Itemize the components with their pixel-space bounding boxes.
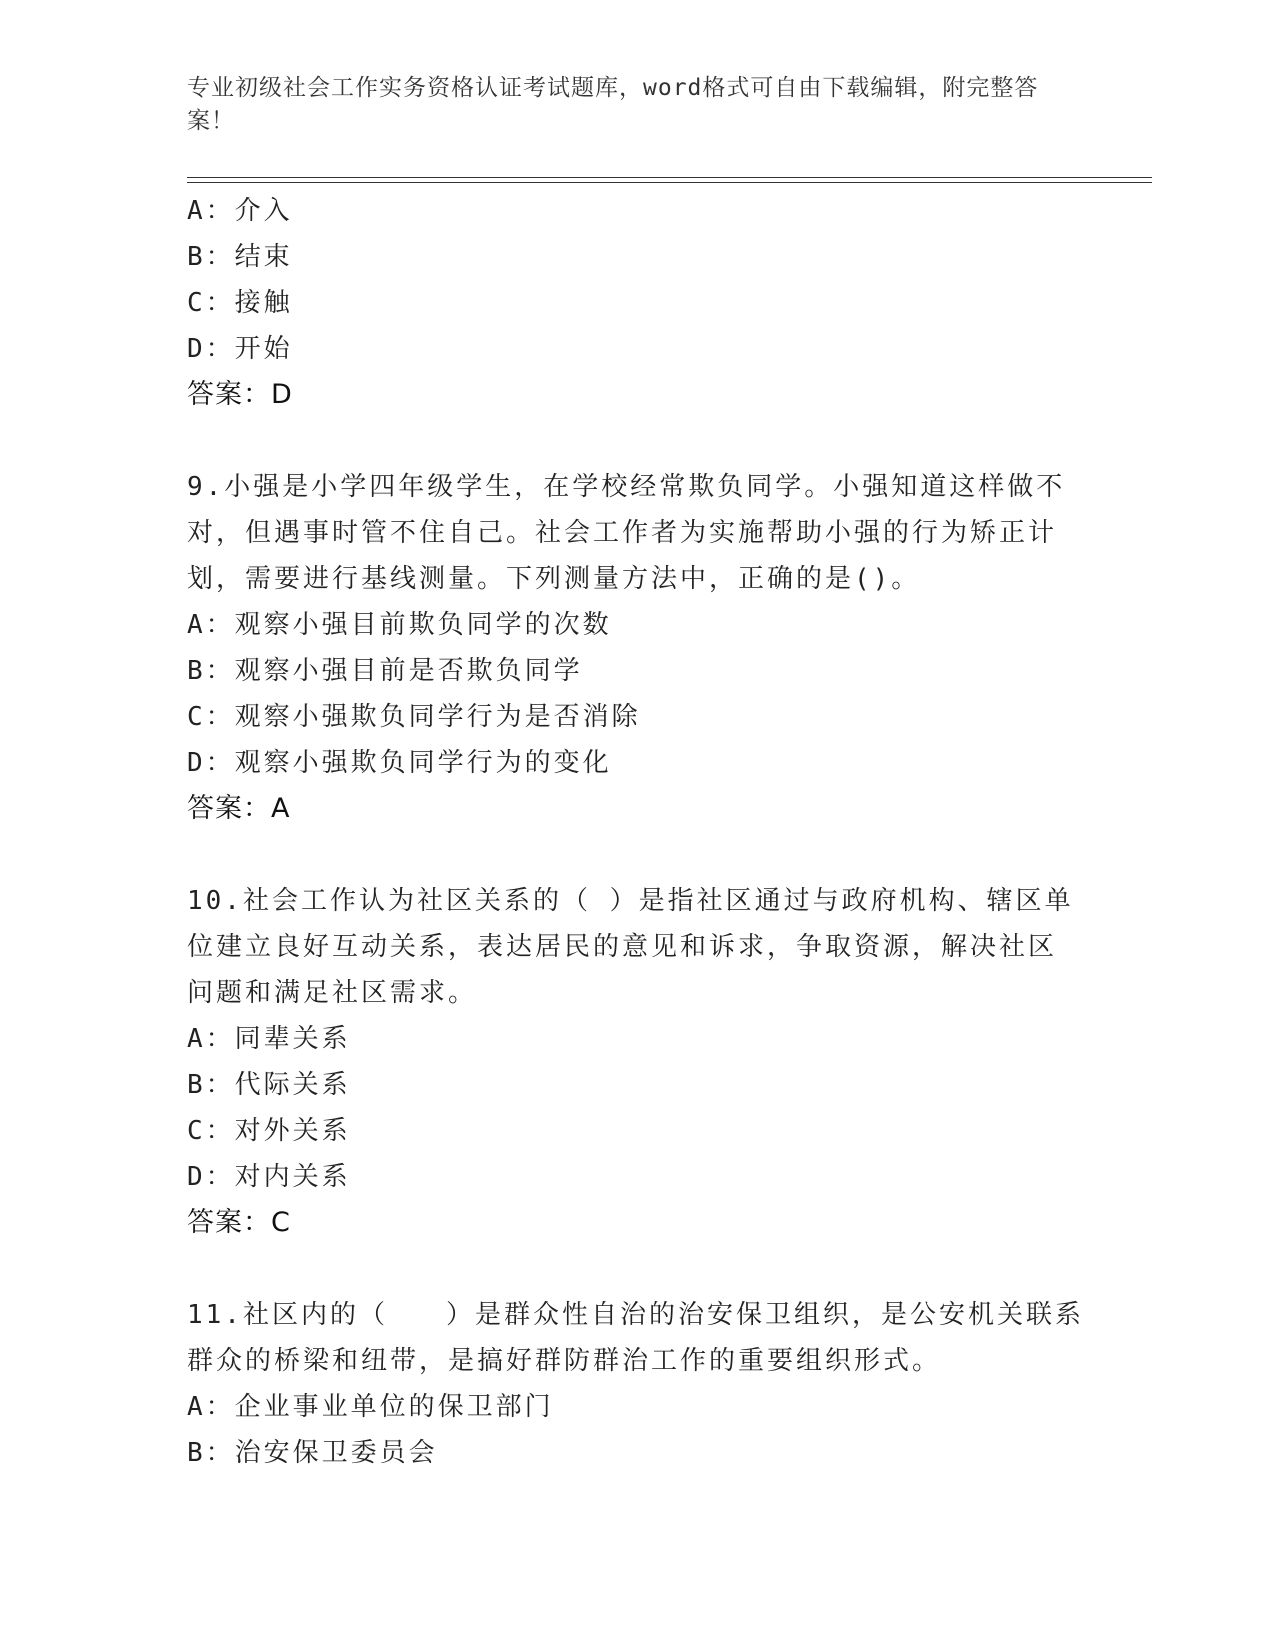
stem-line: 问题和满足社区需求。 xyxy=(187,978,478,1008)
option-c: C：观察小强欺负同学行为是否消除 xyxy=(187,702,641,732)
stem-line: 对，但遇事时管不住自己。社会工作者为实施帮助小强的行为矫正计 xyxy=(187,518,1058,548)
option-a: A：同辈关系 xyxy=(187,1024,351,1054)
option-b: B：结束 xyxy=(187,242,293,272)
question-8 xyxy=(187,188,1067,418)
stem-line: 群众的桥梁和纽带，是搞好群防群治工作的重要组织形式。 xyxy=(187,1346,942,1376)
option-d: D：观察小强欺负同学行为的变化 xyxy=(187,748,612,778)
answer: 答案：C xyxy=(187,1207,291,1238)
stem-line: 10.社会工作认为社区关系的（ ）是指社区通过与政府机构、辖区单 xyxy=(187,886,1074,916)
question-stem xyxy=(187,878,1074,1016)
question-stem xyxy=(187,464,1067,602)
option-c: C：接触 xyxy=(187,288,293,318)
question-11 xyxy=(187,1292,1084,1476)
option-a: A：观察小强目前欺负同学的次数 xyxy=(187,610,612,640)
stem-line: 9.小强是小学四年级学生，在学校经常欺负同学。小强知道这样做不 xyxy=(187,472,1066,502)
option-b: B：治安保卫委员会 xyxy=(187,1438,438,1468)
question-list xyxy=(187,188,1084,1476)
stem-line: 位建立良好互动关系，表达居民的意见和诉求，争取资源，解决社区 xyxy=(187,932,1058,962)
stem-line: 划，需要进行基线测量。下列测量方法中，正确的是()。 xyxy=(187,564,921,594)
question-spacer xyxy=(187,418,1067,464)
option-d: D：对内关系 xyxy=(187,1162,351,1192)
answer: 答案：D xyxy=(187,379,293,410)
question-spacer xyxy=(187,1246,1067,1292)
question-10 xyxy=(187,878,1074,1246)
option-c: C：对外关系 xyxy=(187,1116,351,1146)
header-divider-top xyxy=(187,177,1152,178)
option-a: A：企业事业单位的保卫部门 xyxy=(187,1392,554,1422)
option-d: D：开始 xyxy=(187,334,293,364)
option-b: B：代际关系 xyxy=(187,1070,351,1100)
question-9 xyxy=(187,464,1067,832)
header-line-2: 案！ xyxy=(187,108,235,134)
stem-line: 11.社区内的（ ）是群众性自治的治安保卫组织，是公安机关联系 xyxy=(187,1300,1084,1330)
header-divider-bottom xyxy=(187,182,1152,183)
question-stem xyxy=(187,1292,1084,1384)
answer: 答案：A xyxy=(187,793,291,824)
option-a: A：介入 xyxy=(187,196,293,226)
option-b: B：观察小强目前是否欺负同学 xyxy=(187,656,583,686)
header-line-1: 专业初级社会工作实务资格认证考试题库，word格式可自由下载编辑，附完整答 xyxy=(187,75,1039,101)
document-header xyxy=(187,72,1067,138)
question-spacer xyxy=(187,832,1067,878)
